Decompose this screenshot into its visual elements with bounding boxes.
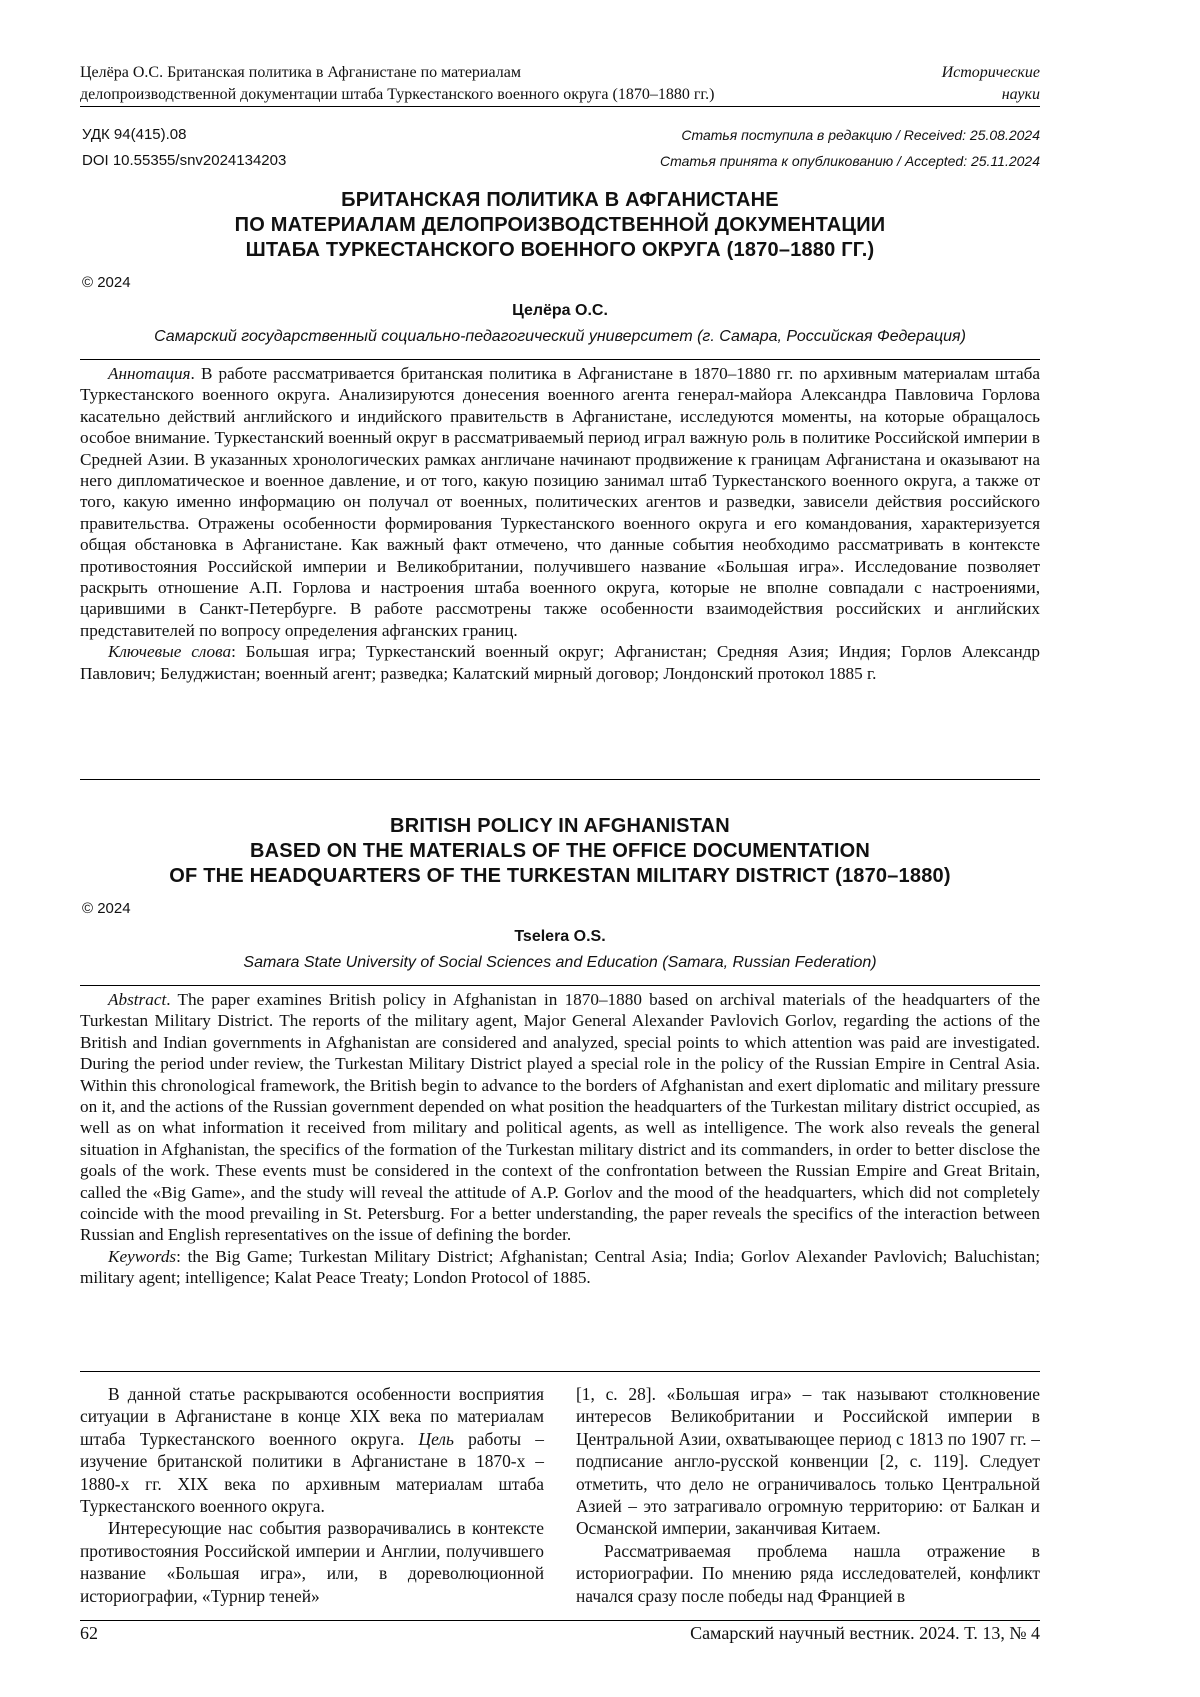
body-paragraph: Рассматриваемая проблема нашла отражение в историографии. По мнению ряда исследователей, конфликт начался сразу после победы над Францией в bbox=[576, 1540, 1040, 1607]
english-copyright: © 2024 bbox=[82, 900, 131, 917]
english-author: Tselera O.S. bbox=[80, 928, 1040, 946]
body-column-right bbox=[576, 1383, 1040, 1607]
rule-below-english-abstract bbox=[80, 1371, 1040, 1372]
accepted-date: Статья принята к опубликованию / Accepted: 25.11.2024 bbox=[660, 148, 1040, 174]
journal-citation: Самарский научный вестник. 2024. Т. 13, № 4 bbox=[690, 1623, 1040, 1644]
abstract-label: Аннотация bbox=[108, 364, 191, 383]
russian-author: Целёра О.С. bbox=[80, 302, 1040, 320]
body-column-left bbox=[80, 1383, 544, 1607]
english-affiliation: Samara State University of Social Sciences and Education (Samara, Russian Federation) bbox=[80, 954, 1040, 972]
body-paragraph: В данной статье раскрываются особенности восприятия ситуации в Афганистане в конце XIX века по материалам штаба Туркестанского военного округа. Цель работы – изучение британской политики в Афганистане в 1870-х – 1880-х гг. XIX века по архивным материалам штаба Туркестанского военного округа. bbox=[80, 1383, 544, 1517]
russian-copyright: © 2024 bbox=[82, 274, 131, 291]
russian-abstract-paragraph: Аннотация. В работе рассматривается британская политика в Афганистане в 1870–1880 гг. по архивным материалам штаба Туркестанского военного округа. Анализируются донесения военного агента генерал-майора Александра Павловича Горлова касательно действий английского и индийского правительств в Афганистане, исследуются моменты, на которые обращалось особое внимание. Туркестанский военный округ в рассматриваемый период играл важную роль в политике Российской империи в Средней Азии. В указанных хронологических рамках англичане начинают продвижение к границам Афганистана и оказывают на него дипломатическое и военное давление, и от того, какую позицию занимал штаб Туркестанского военного округа, а также от того, какую именно информацию он получал от военных, политических агентов и разведки, зависели действия российского правительства. Отражены особенности формирования Туркестанского военного округа и его командования, характеризуется общая обстановка в Афганистане. Как важный факт отмечено, что данные события необходимо рассматривать в контексте противостояния Российской империи и Великобритании, получившего название «Большая игра». Исследование позволяет раскрыть отношение А.П. Горлова и настроения штаба военного округа, которые не вполне совпадали с настроениями, царившими в Санкт-Петербурге. В работе рассмотрены также особенности взаимодействия российских и английских представителей по вопросу определения афганских границ. bbox=[80, 363, 1040, 641]
russian-abstract bbox=[80, 363, 1040, 684]
running-head bbox=[80, 62, 1040, 112]
udk-code: УДК 94(415).08 bbox=[82, 122, 286, 148]
english-title: BRITISH POLICY IN AFGHANISTAN BASED ON THE MATERIALS OF THE OFFICE DOCUMENTATION OF THE HEADQUARTERS OF THE TURKESTAN MILITARY DISTRICT (1870–1880) bbox=[80, 814, 1040, 889]
received-date: Статья поступила в редакцию / Received: 25.08.2024 bbox=[660, 122, 1040, 148]
page-number: 62 bbox=[80, 1623, 98, 1644]
english-abstract-paragraph: Abstract. The paper examines British policy in Afghanistan in 1870–1880 based on archival materials of the headquarters of the Turkestan Military District. The reports of the military agent, Major General Alexander Pavlovich Gorlov, regarding the actions of the British and Indian governments in Afghanistan are considered and analyzed, special points to which attention was paid are investigated. During the period under review, the Turkestan Military District played a special role in the policy of the Russian Empire in Central Asia. Within this chronological framework, the British begin to advance to the borders of Afghanistan and exert diplomatic and military pressure on it, and the actions of the Russian government depended on what position the headquarters of the Turkestan military district occupied, as well as on what information it received from military and political agents, as well as intelligence. The work also reveals the general situation in Afghanistan, the specifics of the formation of the Turkestan military district and its commanders, in order to better disclose the goals of the work. These events must be considered in the context of the confrontation between the Russian Empire and Great Britain, called the «Big Game», and the study will reveal the attitude of A.P. Gorlov and the mood of the headquarters, which did not completely coincide with the mood prevailing in St. Petersburg. For a better understanding, the paper reveals the specifics of the interaction between Russian and English representatives on the issue of defining the border. bbox=[80, 989, 1040, 1246]
russian-title: БРИТАНСКАЯ ПОЛИТИКА В АФГАНИСТАНЕ ПО МАТЕРИАЛАМ ДЕЛОПРОИЗВОДСТВЕННОЙ ДОКУМЕНТАЦИИ ШТАБА ТУРКЕСТАНСКОГО ВОЕННОГО ОКРУГА (1870–1880 ГГ.) bbox=[80, 188, 1040, 263]
article-identifiers bbox=[82, 122, 286, 174]
rule-above-russian-abstract bbox=[80, 359, 1040, 360]
rule-below-russian-abstract bbox=[80, 779, 1040, 780]
doi: DOI 10.55355/snv2024134203 bbox=[82, 148, 286, 174]
keywords-label: Ключевые слова bbox=[108, 642, 231, 661]
english-abstract bbox=[80, 989, 1040, 1289]
article-dates bbox=[660, 122, 1040, 174]
english-keywords: Keywords: the Big Game; Turkestan Military District; Afghanistan; Central Asia; India; Gorlov Alexander Pavlovich; Baluchistan; military agent; intelligence; Kalat Peace Treaty; London Protocol of 1885. bbox=[80, 1246, 1040, 1289]
article-page bbox=[0, 0, 1200, 1697]
running-title: Целёра О.С. Британская политика в Афганистане по материалам делопроизводственной документации штаба Туркестанского военного округа (1870–1880 гг.) bbox=[80, 62, 900, 106]
rule-above-english-abstract bbox=[80, 985, 1040, 986]
body-paragraph: Интересующие нас события разворачивались в контексте противостояния Российской империи и Англии, получившего название «Большая игра», или, в дореволюционной историографии, «Турнир теней» bbox=[80, 1517, 544, 1607]
footer-rule bbox=[80, 1620, 1040, 1621]
body-paragraph: [1, с. 28]. «Большая игра» – так называют столкновение интересов Великобритании и Российской империи в Центральной Азии, охватывающее период с 1813 по 1907 гг. – подписание англо-русской конвенции [2, с. 119]. Следует отметить, что дело не ограничивалось только Центральной Азией – это затрагивало огромную территорию: от Балкан и Османской империи, заканчивая Китаем. bbox=[576, 1383, 1040, 1540]
russian-affiliation: Самарский государственный социально-педагогический университет (г. Самара, Российская Федерация) bbox=[80, 328, 1040, 346]
abstract-label: Abstract bbox=[108, 990, 166, 1009]
header-rule bbox=[80, 106, 1040, 107]
body-text bbox=[80, 1383, 1040, 1615]
russian-keywords: Ключевые слова: Большая игра; Туркестанский военный округ; Афганистан; Средняя Азия; Индия; Горлов Александр Павлович; Белуджистан; военный агент; разведка; Калатский мирный договор; Лондонский протокол 1885 г. bbox=[80, 641, 1040, 684]
section-name: Исторические науки bbox=[942, 62, 1040, 106]
keywords-label: Keywords bbox=[108, 1247, 176, 1266]
